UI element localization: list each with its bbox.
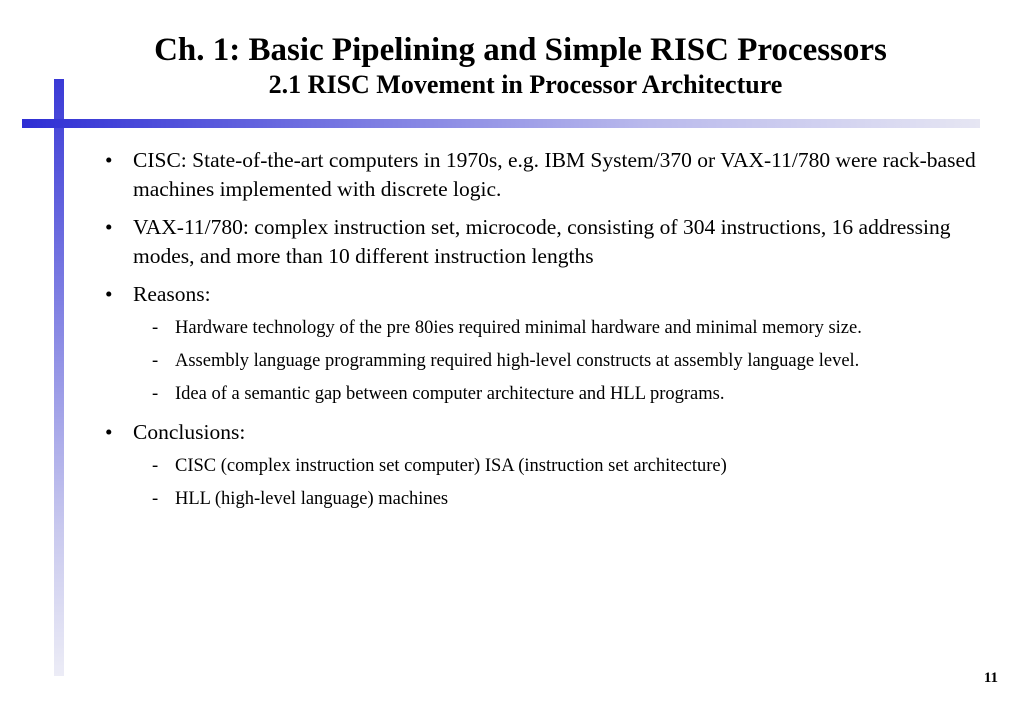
bullet-marker: •: [105, 282, 113, 306]
sub-marker: -: [152, 351, 159, 371]
slide-title: Ch. 1: Basic Pipelining and Simple RISC Processors: [154, 32, 887, 68]
slide-content: [96, 146, 996, 523]
bullet-text: Reasons:: [133, 282, 211, 306]
bullet-text: VAX-11/780: complex instruction set, microcode, consisting of 304 instructions, 16 addressing modes, and more than 10 different instruction lengths: [133, 215, 951, 268]
horizontal-accent-bar: [22, 119, 980, 128]
bullet-text: CISC: State-of-the-art computers in 1970s, e.g. IBM System/370 or VAX-11/780 were rack-based machines implemented with discrete logic.: [133, 148, 976, 201]
vertical-accent-bar: [54, 79, 64, 676]
slide-subtitle: 2.1 RISC Movement in Processor Architecture: [268, 70, 783, 99]
title-block: [0, 30, 1023, 100]
sub-item: [96, 316, 996, 341]
reasons-subitems: [96, 316, 996, 407]
sub-text: Idea of a semantic gap between computer architecture and HLL programs.: [175, 384, 725, 404]
sub-marker: -: [152, 318, 159, 338]
sub-text: CISC (complex instruction set computer) ISA (instruction set architecture): [175, 456, 727, 476]
sub-marker: -: [152, 489, 159, 509]
sub-text: Assembly language programming required high-level constructs at assembly language level.: [175, 351, 860, 371]
sub-item: [96, 454, 996, 479]
conclusions-subitems: [96, 454, 996, 512]
bullet-item: [96, 280, 996, 309]
bullet-text: Conclusions:: [133, 420, 246, 444]
sub-text: Hardware technology of the pre 80ies required minimal hardware and minimal memory size.: [175, 318, 862, 338]
sub-item: [96, 382, 996, 407]
sub-text: HLL (high-level language) machines: [175, 489, 449, 509]
sub-marker: -: [152, 384, 159, 404]
bullet-marker: •: [105, 420, 113, 444]
sub-item: [96, 487, 996, 512]
bullet-item: [96, 418, 996, 447]
bullet-item: [96, 213, 996, 271]
bullet-marker: •: [105, 215, 113, 239]
bullet-marker: •: [105, 148, 113, 172]
sub-marker: -: [152, 456, 159, 476]
page-number: 11: [983, 670, 998, 686]
sub-item: [96, 349, 996, 374]
bullet-item: [96, 146, 996, 204]
